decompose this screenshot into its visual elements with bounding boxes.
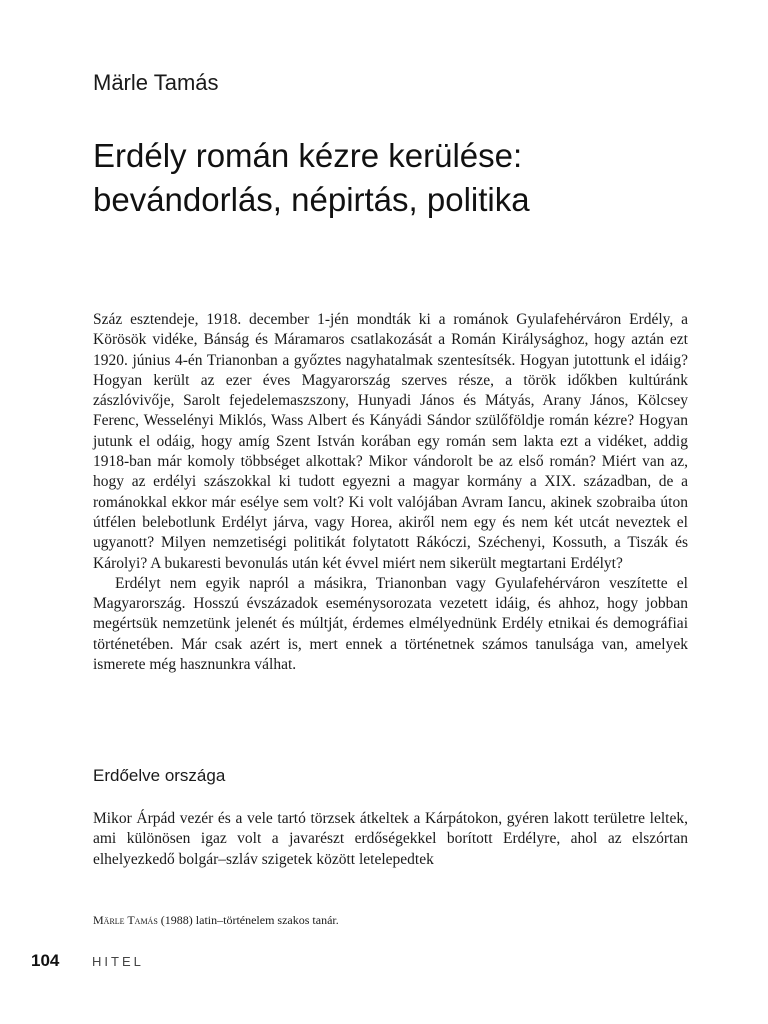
title-line-1: Erdély román kézre kerülése: (93, 137, 523, 174)
section-heading: Erdőelve országa (93, 766, 226, 785)
intro-text (93, 310, 688, 675)
page-number: 104 (31, 951, 60, 970)
article-title (93, 134, 693, 222)
author-footnote (93, 913, 339, 928)
journal-name: HITEL (92, 954, 144, 969)
section-paragraph-1: Mikor Árpád vezér és a vele tartó törzsek átkeltek a Kárpátokon, gyéren lakott területre leltek, ami különösen igaz volt a javarészt erdőségekkel borított Erdélyre, ahol az elszórtan elhelyezkedő bolgár–szláv szigetek között letelepedtek (93, 810, 688, 868)
title-line-2: bevándorlás, népirtás, politika (93, 181, 530, 218)
footnote-text: (1988) latin–történelem szakos tanár. (157, 913, 339, 927)
section-text (93, 809, 688, 870)
footnote-author-name: Märle Tamás (93, 913, 158, 927)
intro-paragraph-1: Száz esztendeje, 1918. december 1-jén mondták ki a románok Gyulafehérváron Erdély, a Körösök vidéke, Bánság és Máramaros csatlakozását a Román Királysághoz, hogy aztán ezt 1920. június 4-én Trianonban a győztes nagyhatalmak szentesítsék. Hogyan jutottunk el idáig? Hogyan került az ezer éves Magyarország szerves része, a török időkben kultúránk zászlóvivője, Sarolt fejedelemaszszony, Hunyadi János és Mátyás, Arany János, Kölcsey Ferenc, Wesselényi Miklós, Wass Albert és Kányádi Sándor szülőföldje román kézre? Hogyan jutunk el odáig, hogy amíg Szent István korában egy román sem lakta ezt a vidéket, addig 1918-ban már komoly többséget alkottak? Mikor vándorolt be az első román? Miért van az, hogy az erdélyi szászokkal ki tudott egyezni a magyar kormány a XIX. században, de a románokkal ekkor már esélye sem volt? Ki volt valójában Avram Iancu, akinek szobraiba úton útfélen belebotlunk Erdélyt járva, vagy Horea, akiről nem egy és nem két utcát neveztek el ugyanott? Milyen nemzetiségi politikát folytatott Rákóczi, Széchenyi, Kossuth, a Tiszák és Károlyi? A bukaresti bevonulás után két évvel miért nem sikerült megtartani Erdélyt? (93, 311, 688, 572)
intro-paragraph-2: Erdélyt nem egyik napról a másikra, Trianonban vagy Gyulafehérváron veszítette el Magyarország. Hosszú évszázadok eseménysorozata vezetett idáig, és ahhoz, hogy jobban megértsük nemzetünk jelenét és múltját, érdemes elmélyednünk Erdély etnikai és demográfiai történetében. Már csak azért is, mert ennek a történetnek számos tanulsága van, amelyek ismerete még hasznunkra válhat. (93, 574, 688, 674)
author-name: Märle Tamás (93, 70, 219, 95)
